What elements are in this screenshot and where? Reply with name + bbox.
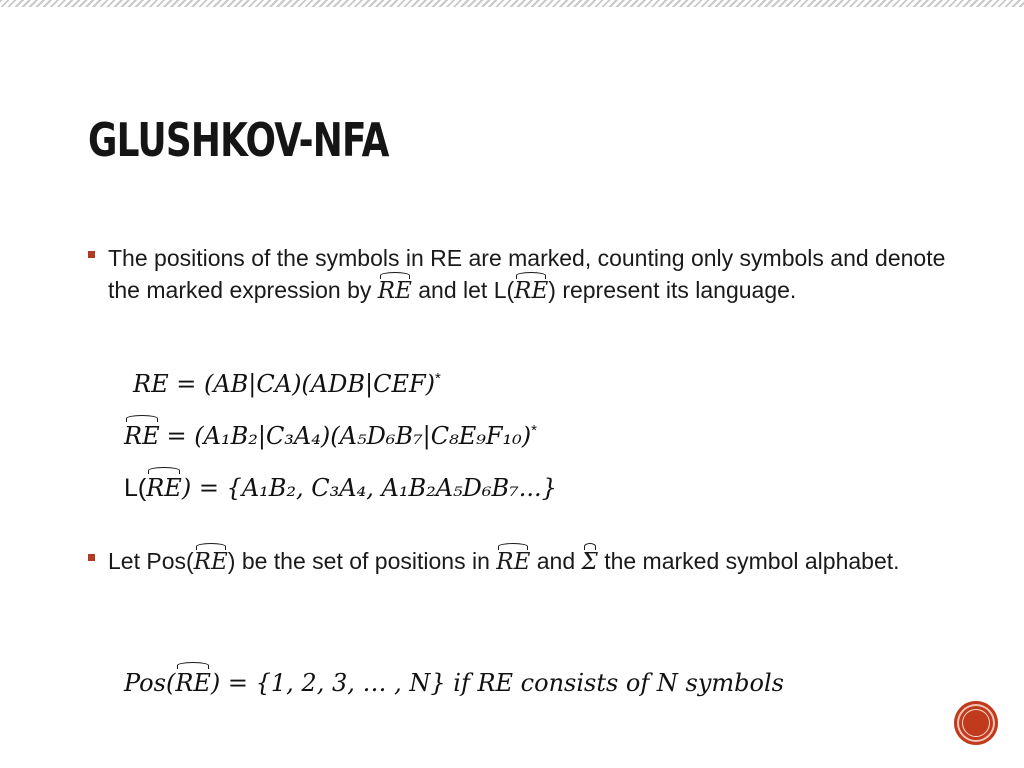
marked-expression-re: RE	[175, 665, 211, 701]
marked-expression-re: RE	[514, 275, 548, 307]
marked-expression-re: RE	[124, 418, 160, 454]
bullet-2-text-part4: the marked symbol alphabet.	[604, 548, 900, 574]
equation-re-body: RE = (AB|CA)(ADB|CEF)	[133, 370, 435, 398]
equation-marked-re	[124, 418, 537, 454]
square-bullet-icon	[88, 251, 95, 258]
equation-language	[124, 470, 557, 506]
next-slide-button[interactable]	[954, 701, 998, 745]
marked-expression-re: RE	[496, 546, 530, 578]
equation-language-body: ) = {A₁B₂, C₃A₄, A₁B₂A₅D₆B₇...}	[181, 474, 557, 502]
bullet-2-text-part1: Let Pos(	[108, 548, 194, 574]
marked-expression-re: RE	[194, 546, 228, 578]
bullet-item-2	[88, 545, 958, 578]
bullet-2-text-part2: ) be the set of positions in	[227, 548, 490, 574]
bullet-2-text-part3: and	[536, 548, 576, 574]
kleene-star: *	[435, 370, 441, 387]
marked-expression-re: RE	[146, 470, 182, 506]
decorative-top-border	[0, 0, 1024, 7]
next-slide-button-icon	[962, 709, 990, 737]
kleene-star: *	[531, 422, 537, 439]
bullet-1-text-part3: ) represent its language.	[548, 277, 797, 303]
square-bullet-icon	[88, 554, 95, 561]
bullet-text-1	[108, 242, 958, 307]
bullet-item-1	[88, 242, 958, 307]
bullet-1-text-part2: and let L(	[418, 277, 515, 303]
equation-re	[133, 366, 441, 402]
positions-prefix: Pos(	[124, 669, 176, 697]
equation-positions-body: ) = {1, 2, 3, … , N} if RE consists of N symbols	[210, 669, 784, 697]
bullet-1-text-part1: The positions of the symbols in RE are marked, counting only symbols and denote the marked expression by	[108, 245, 946, 303]
marked-alphabet-sigma: Σ	[582, 546, 598, 578]
marked-expression-re: RE	[378, 275, 412, 307]
equation-positions	[124, 664, 784, 701]
equation-marked-re-body: = (A₁B₂|C₃A₄)(A₅D₆B₇|C₈E₉F₁₀)	[166, 422, 532, 450]
slide-title: GLUSHKOV-NFA	[88, 113, 389, 167]
language-prefix: L(	[124, 474, 147, 502]
bullet-text-2	[108, 545, 958, 578]
